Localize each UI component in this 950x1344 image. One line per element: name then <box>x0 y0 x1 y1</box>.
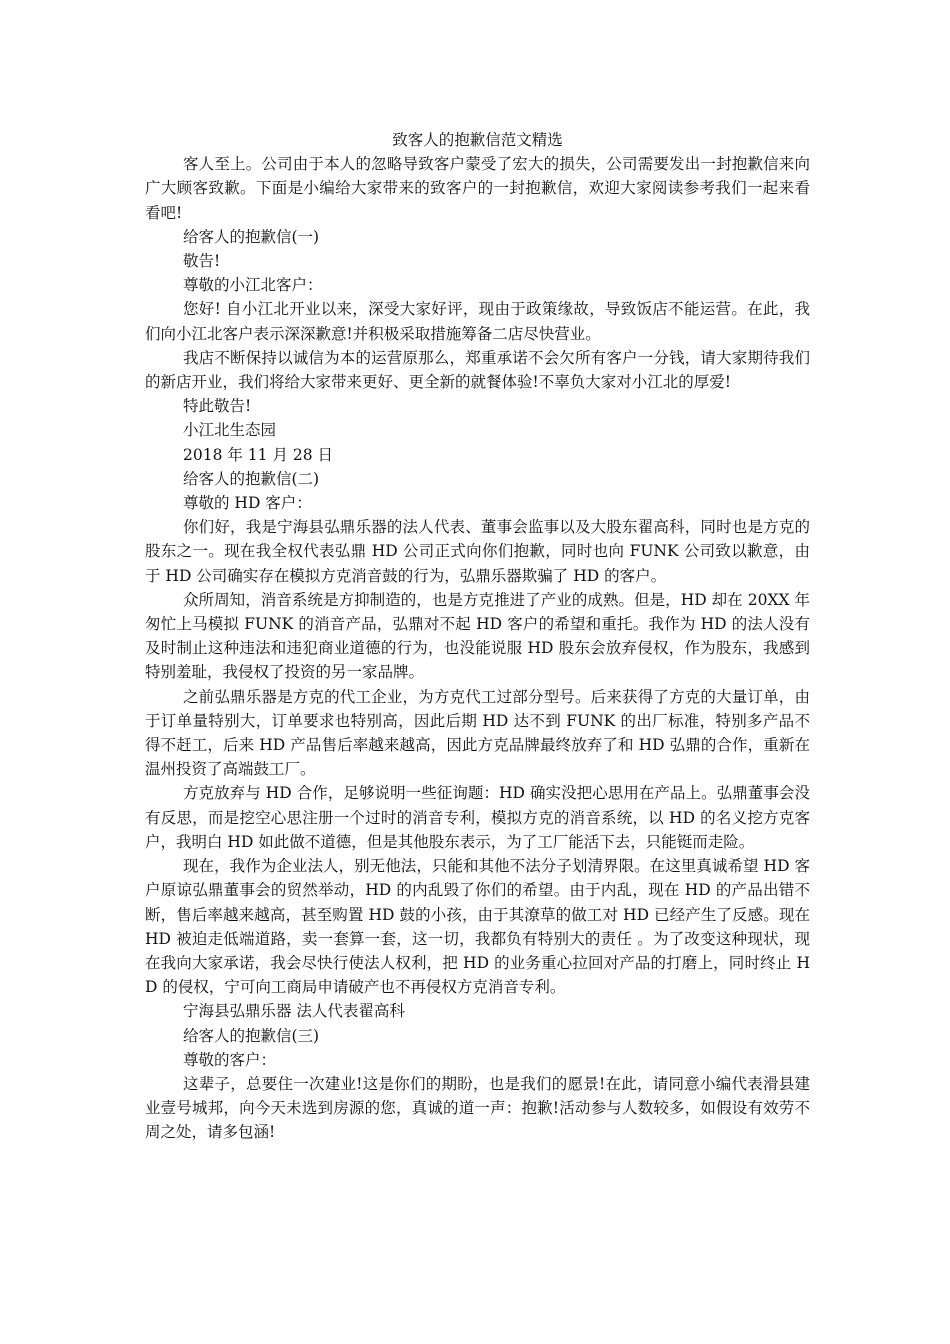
letter1-heading: 给客人的抱歉信(一) <box>183 227 320 246</box>
letter2-paragraph-3: 之前弘鼎乐器是方克的代工企业，为方克代工过部分型号。后来获得了方克的大量订单，由于订单量特别大，订单要求也特别高，因此后期 HD 达不到 FUNK 的出厂标准，特别多产品不得不赶工，后来 HD 产品售后率越来越高，因此方克品牌最终放弃了和 HD 弘鼎的合作，重新在温州投资了高端鼓工厂。 <box>145 687 810 779</box>
letter3-greeting: 尊敬的客户： <box>183 1050 277 1069</box>
letter1-paragraph-2: 我店不断保持以诚信为本的运营原那么，郑重承诺不会欠所有客户一分钱，请大家期待我们的新店开业，我们将给大家带来更好、更全新的就餐体验!不辜负大家对小江北的厚爱! <box>145 348 810 392</box>
intro-paragraph: 客人至上。公司由于本人的忽略导致客户蒙受了宏大的损失，公司需要发出一封抱歉信来向广大顾客致歉。下面是小编给大家带来的致客户的一封抱歉信，欢迎大家阅读参考我们一起来看看吧! <box>145 155 810 222</box>
letter1-closing: 特此敬告! <box>183 397 252 416</box>
document-title: 致客人的抱歉信范文精选 <box>392 131 563 149</box>
letter2-signature: 宁海县弘鼎乐器 法人代表翟高科 <box>183 1002 405 1021</box>
letter2-paragraph-2: 众所周知，消音系统是方抑制造的，也是方克推进了产业的成熟。但是，HD 却在 20XX 年匆忙上马模拟 FUNK 的消音产品，弘鼎对不起 HD 客户的希望和重托。我作为 HD 的法人没有及时制止这种违法和违犯商业道德的行为，也没能说服 HD 股东会放弃侵权，作为股东，我感到特别羞耻，我侵权了投资的另一家品牌。 <box>145 590 810 682</box>
letter3-paragraph-1: 这辈子，总要住一次建业!这是你们的期盼，也是我们的愿景!在此，请同意小编代表滑县建业壹号城邦，向今天未选到房源的您，真诚的道一声：抱歉!活动参与人数较多，如假设有效劳不周之处，请多包涵! <box>145 1074 810 1142</box>
letter1-date: 2018 年 11 月 28 日 <box>183 445 334 464</box>
letter2-greeting: 尊敬的 HD 客户： <box>183 494 312 513</box>
letter1-greeting: 尊敬的小江北客户： <box>183 276 323 295</box>
letter1-salute: 敬告! <box>183 252 221 271</box>
letter2-paragraph-1: 你们好，我是宁海县弘鼎乐器的法人代表、董事会监事以及大股东翟高科，同时也是方克的股东之一。现在我全权代表弘鼎 HD 公司正式向你们抱歉，同时也向 FUNK 公司致以歉意，由于 HD 公司确实存在模拟方克消音鼓的行为，弘鼎乐器欺骗了 HD 的客户。 <box>145 518 810 585</box>
letter2-paragraph-5: 现在，我作为企业法人，别无他法，只能和其他不法分子划清界限。在这里真诚希望 HD 客户原谅弘鼎董事会的贸然举动，HD 的内乱毁了你们的希望。由于内乱，现在 HD 的产品出错不断，售后率越来越高，甚至购置 HD 鼓的小孩，由于其潦草的做工对 HD 已经产生了反感。现在 HD 被迫走低端道路，卖一套算一套，这一切，我都负有特别大的责任 。为了改变这种现状，现在我向大家承诺，我会尽快行使法人权利，把 HD 的业务重心拉回对产品的打磨上，同时终止 HD 的侵权，宁可向工商局申请破产也不再侵权方克消音专利。 <box>145 857 810 997</box>
document-page <box>145 128 810 1145</box>
letter2-heading: 给客人的抱歉信(二) <box>183 469 320 488</box>
letter2-paragraph-4: 方克放弃与 HD 合作，足够说明一些征询题：HD 确实没把心思用在产品上。弘鼎董事会没有反思，而是挖空心思注册一个过时的消音专利，模拟方克的消音系统，以 HD 的名义挖方克客户，我明白 HD 如此做不道德，但是其他股东表示，为了工厂能活下去，只能铤而走险。 <box>145 784 810 851</box>
letter1-paragraph-1: 您好! 自小江北开业以来，深受大家好评，现由于政策缘故，导致饭店不能运营。在此，我们向小江北客户表示深深歉意!并积极采取措施筹备二店尽快营业。 <box>145 300 810 343</box>
letter3-heading: 给客人的抱歉信(三) <box>183 1026 320 1045</box>
letter1-signature: 小江北生态园 <box>183 421 277 440</box>
